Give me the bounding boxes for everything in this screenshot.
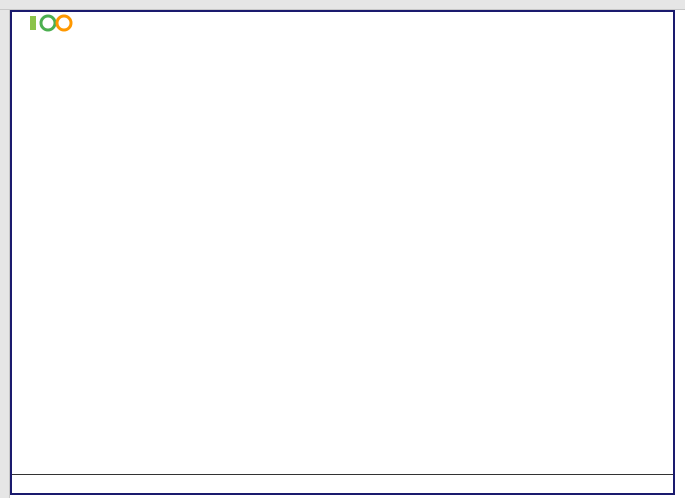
row-header-bar [0,10,10,498]
page-title [96,14,484,54]
column-header-bar [0,0,685,10]
logo [22,14,82,54]
logo-icon [22,14,82,54]
menu-frame [10,10,675,495]
footer-note [12,474,673,493]
